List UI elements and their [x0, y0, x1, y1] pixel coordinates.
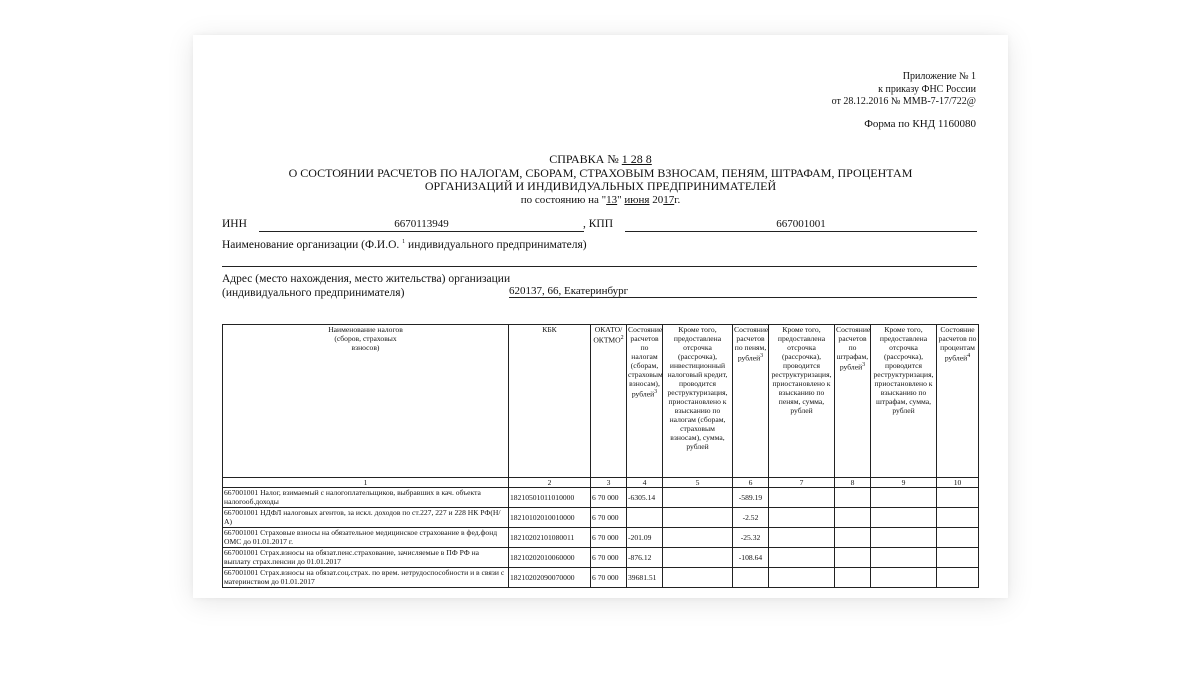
cell-fines-deferral: [871, 568, 937, 588]
header-text: Кроме того, предоставлена отсрочка (рассрочка), проводится реструктуризация, приостановлено к взысканию по штрафам, сумма, рублей: [873, 325, 934, 415]
cell-peni-deferral: [769, 508, 835, 528]
header-sup: 3: [862, 362, 866, 368]
date-month: июня: [624, 193, 650, 206]
table-row: [223, 568, 979, 588]
header-sup: 3: [760, 353, 764, 359]
column-number: 4: [627, 478, 663, 488]
table-row: [223, 508, 979, 528]
cell-tax-name: 667001001 Страх.взносы на обязат.соц.страх. по врем. нетрудоспособности и в связи с материнством до 01.01.2017: [223, 568, 509, 588]
kpp-value: 667001001: [776, 218, 826, 230]
cell-kbk: 18210501011010000: [509, 488, 591, 508]
cell-peni-deferral: [769, 568, 835, 588]
cell-okato: 6 70 000: [591, 548, 627, 568]
appendix-reference: [832, 71, 976, 109]
column-number: 2: [509, 478, 591, 488]
cell-tax-state: -876.12: [627, 548, 663, 568]
date-prefix: по состоянию на ": [520, 193, 607, 206]
cell-fines-state: [835, 488, 871, 508]
header-sup: 2: [620, 335, 624, 341]
cell-okato: 6 70 000: [591, 568, 627, 588]
date-suffix: г.: [674, 193, 681, 206]
org-name-label: [222, 239, 587, 251]
cell-tax-deferral: [663, 548, 733, 568]
cell-tax-state: -201.09: [627, 528, 663, 548]
header-sup: 3: [654, 389, 658, 395]
inn-underline: [259, 231, 584, 232]
header-sup: 4: [967, 353, 971, 359]
cell-fines-deferral: [871, 548, 937, 568]
header-fines-deferral: [871, 325, 937, 478]
cell-interest-state: [937, 528, 979, 548]
title-line-3: ОРГАНИЗАЦИЙ И ИНДИВИДУАЛЬНЫХ ПРЕДПРИНИМАТЕЛЕЙ: [424, 179, 777, 193]
cell-okato: 6 70 000: [591, 528, 627, 548]
table-row: [223, 488, 979, 508]
address-label-2: (индивидуального предпринимателя): [222, 287, 405, 299]
cell-tax-name: 667001001 Страх.взносы на обязат.пенс.страхование, зачисляемые в ПФ РФ на выплату страх.пенсии до 01.01.2017: [223, 548, 509, 568]
cell-interest-state: [937, 568, 979, 588]
cell-fines-deferral: [871, 488, 937, 508]
header-text: Состояние расчетов по пеням, рублей: [734, 325, 769, 363]
header-peni-deferral: [769, 325, 835, 478]
column-number: 3: [591, 478, 627, 488]
header-tax-deferral: [663, 325, 733, 478]
cell-kbk: 18210202010060000: [509, 548, 591, 568]
cell-peni-deferral: [769, 488, 835, 508]
spravka-line: [193, 153, 1008, 167]
header-fines-state: [835, 325, 871, 478]
inn-value: 6670113949: [394, 218, 449, 230]
cell-okato: 6 70 000: [591, 508, 627, 528]
org-name-label-text: Наименование организации (Ф.И.О.: [222, 239, 400, 251]
cell-okato: 6 70 000: [591, 488, 627, 508]
header-text: ОКАТО/ ОКТМО: [593, 325, 623, 345]
cell-fines-deferral: [871, 528, 937, 548]
cell-interest-state: [937, 488, 979, 508]
inn-label: ИНН: [222, 218, 247, 230]
cell-tax-deferral: [663, 568, 733, 588]
address-underline: [509, 297, 977, 298]
address-value: 620137, 66, Екатеринбург: [509, 285, 629, 297]
cell-peni-deferral: [769, 548, 835, 568]
settlement-table: [222, 324, 979, 588]
kpp-underline: [625, 231, 977, 232]
column-number: 10: [937, 478, 979, 488]
header-text: Кроме того, предоставлена отсрочка (рассрочка), проводится реструктуризация, приостановлено к взысканию по пеням, сумма, рублей: [771, 325, 832, 415]
header-peni-state: [733, 325, 769, 478]
cell-peni-state: -589.19: [733, 488, 769, 508]
cell-tax-deferral: [663, 528, 733, 548]
header-kbk: [509, 325, 591, 478]
column-number: 7: [769, 478, 835, 488]
spravka-number: 1 28 8: [621, 152, 652, 166]
cell-interest-state: [937, 548, 979, 568]
column-number: 6: [733, 478, 769, 488]
title-line-2: О СОСТОЯНИИ РАСЧЕТОВ ПО НАЛОГАМ, СБОРАМ, СТРАХОВЫМ ВЗНОСАМ, ПЕНЯМ, ШТРАФАМ, ПРОЦЕНТАМ: [288, 165, 913, 180]
date-year: 17: [663, 193, 675, 206]
header-interest-state: [937, 325, 979, 478]
header-tax-state: [627, 325, 663, 478]
cell-fines-deferral: [871, 508, 937, 528]
header-text: Наименование налогов (сборов, страховых взносов): [328, 325, 403, 352]
table-header-row: [223, 325, 979, 478]
cell-peni-deferral: [769, 528, 835, 548]
table-row: [223, 528, 979, 548]
cell-peni-state: -108.64: [733, 548, 769, 568]
cell-peni-state: -25.32: [733, 528, 769, 548]
date-day: 13: [606, 193, 618, 206]
appendix-line: Приложение № 1: [902, 71, 976, 82]
table-row: [223, 548, 979, 568]
header-text: Состояние расчетов по штрафам, рублей: [836, 325, 871, 372]
column-number: 8: [835, 478, 871, 488]
cell-kbk: 18210202090070000: [509, 568, 591, 588]
header-text: Кроме того, предоставлена отсрочка (рассрочка), инвестиционный налоговый кредит, проводится реструктуризация, приостановлено к взысканию по налогам (сборам, страховым взносам), сумма, рублей: [667, 325, 728, 451]
cell-tax-name: 667001001 Налог, взимаемый с налогоплательщиков, выбравших в кач. объекта налогооб.доходы: [223, 488, 509, 508]
column-number: 5: [663, 478, 733, 488]
column-number-row: [223, 478, 979, 488]
header-okato: [591, 325, 627, 478]
appendix-line: от 28.12.2016 № ММВ-7-17/722@: [831, 96, 976, 107]
spravka-prefix: СПРАВКА №: [549, 152, 619, 166]
org-name-sup: 1: [402, 239, 406, 246]
appendix-line: к приказу ФНС России: [878, 83, 976, 95]
cell-kbk: 18210102010010000: [509, 508, 591, 528]
address-label-1: Адрес (место нахождения, место жительства) организации: [222, 273, 511, 285]
cell-fines-state: [835, 568, 871, 588]
document-title: [193, 153, 1008, 207]
org-name-label-end: индивидуального предпринимателя): [408, 239, 587, 251]
cell-fines-state: [835, 548, 871, 568]
cell-peni-state: -2.52: [733, 508, 769, 528]
header-text: Состояние расчетов по налогам (сборам, страховым взносам), рублей: [628, 325, 663, 399]
column-number: 9: [871, 478, 937, 488]
date-year-prefix: 20: [652, 193, 664, 206]
cell-tax-state: 39681.51: [627, 568, 663, 588]
cell-tax-deferral: [663, 488, 733, 508]
kpp-label: , КПП: [583, 218, 614, 230]
cell-tax-state: -6305.14: [627, 488, 663, 508]
document-page: [193, 35, 1008, 598]
cell-tax-state: [627, 508, 663, 528]
cell-tax-deferral: [663, 508, 733, 528]
cell-tax-name: 667001001 НДФЛ налоговых агентов, за искл. доходов по ст.227, 227 и 228 НК РФ(Н/А): [223, 508, 509, 528]
date-mid: ": [617, 193, 622, 206]
cell-fines-state: [835, 508, 871, 528]
header-text: КБК: [542, 325, 557, 334]
header-tax-name: [223, 325, 509, 478]
date-line: [193, 194, 1008, 208]
cell-peni-state: [733, 568, 769, 588]
cell-kbk: 18210202101080011: [509, 528, 591, 548]
column-number: 1: [223, 478, 509, 488]
form-code: Форма по КНД 1160080: [864, 118, 976, 130]
cell-tax-name: 667001001 Страховые взносы на обязательное медицинское страхование в фед.фонд ОМС до 01.01.2017 г.: [223, 528, 509, 548]
header-text: Состояние расчетов по процентам рублей: [938, 325, 977, 363]
org-name-underline: [222, 266, 977, 267]
cell-fines-state: [835, 528, 871, 548]
cell-interest-state: [937, 508, 979, 528]
